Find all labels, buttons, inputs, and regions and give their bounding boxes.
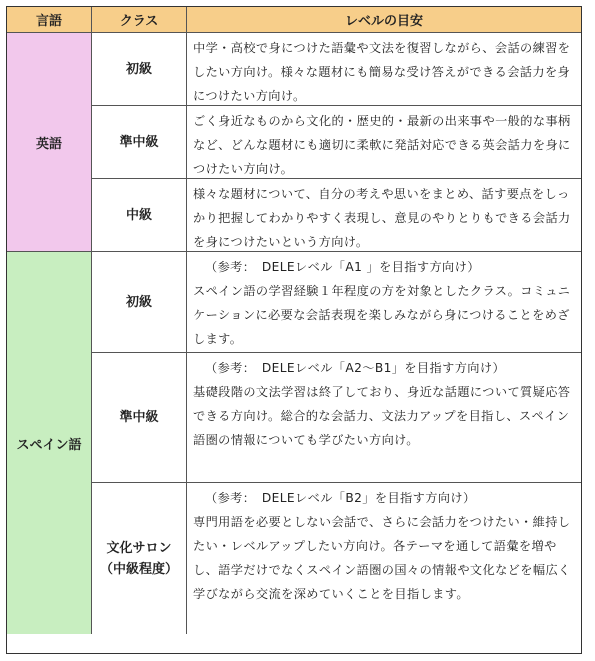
dele-reference: （参考： DELEレベル「A1 」を目指す方向け） bbox=[205, 260, 480, 274]
language-english: 英語 bbox=[7, 33, 92, 252]
level-description bbox=[187, 483, 581, 634]
level-description bbox=[187, 252, 581, 353]
level-description: 様々な題材について、自分の考えや思いをまとめ、話す要点をしっかり把握してわかりやすく表現し、意見のやりとりもできる会話力を身につけたいという方向け。 bbox=[187, 179, 581, 252]
dele-reference: （参考： DELEレベル「B2」を目指す方向け） bbox=[205, 491, 476, 505]
description-text: 基礎段階の文法学習は終了しており、身近な話題について質疑応答できる方向け。総合的な会話力、文法力アップを目指し、スペイン語圏の情報についても学びたい方向け。 bbox=[193, 385, 571, 447]
header-language: 言語 bbox=[7, 7, 92, 33]
level-description bbox=[187, 353, 581, 483]
class-label bbox=[92, 252, 187, 353]
header-class: クラス bbox=[92, 7, 187, 33]
class-name: 準中級 bbox=[119, 410, 159, 425]
class-label bbox=[92, 353, 187, 483]
header-level: レベルの目安 bbox=[187, 7, 581, 33]
level-description: 中学・高校で身につけた語彙や文法を復習しながら、会話の練習をしたい方向け。様々な題材にも簡易な受け答えができる会話力を身につけたい方向け。 bbox=[187, 33, 581, 106]
class-label: 中級 bbox=[92, 179, 187, 252]
class-label: 初級 bbox=[92, 33, 187, 106]
language-spanish: スペイン語 bbox=[7, 252, 92, 634]
class-level-note: （中級程度） bbox=[99, 561, 178, 577]
class-label: 準中級 bbox=[92, 106, 187, 179]
class-name: 初級 bbox=[125, 294, 152, 310]
description-text: スペイン語の学習経験１年程度の方を対象としたクラス。コミュニケーションに必要な会話表現を楽しみながら身につけることをめざします。 bbox=[193, 284, 571, 346]
dele-reference: （参考： DELEレベル「A2～B1」を目指す方向け） bbox=[205, 361, 506, 375]
class-name: 文化サロン bbox=[106, 540, 172, 556]
course-level-table bbox=[6, 6, 582, 654]
class-label bbox=[92, 483, 187, 634]
description-text: 専門用語を必要としない会話で、さらに会話力をつけたい・維持したい・レベルアップしたい方向け。各テーマを通して語彙を増やし、語学だけでなくスペイン語圏の国々の情報や文化などを幅広く学びながら交流を深めていくことを目指します。 bbox=[193, 515, 571, 601]
level-description: ごく身近なものから文化的・歴史的・最新の出来事や一般的な事柄など、どんな題材にも適切に柔軟に発話対応できる英会話力を身につけたい方向け。 bbox=[187, 106, 581, 179]
